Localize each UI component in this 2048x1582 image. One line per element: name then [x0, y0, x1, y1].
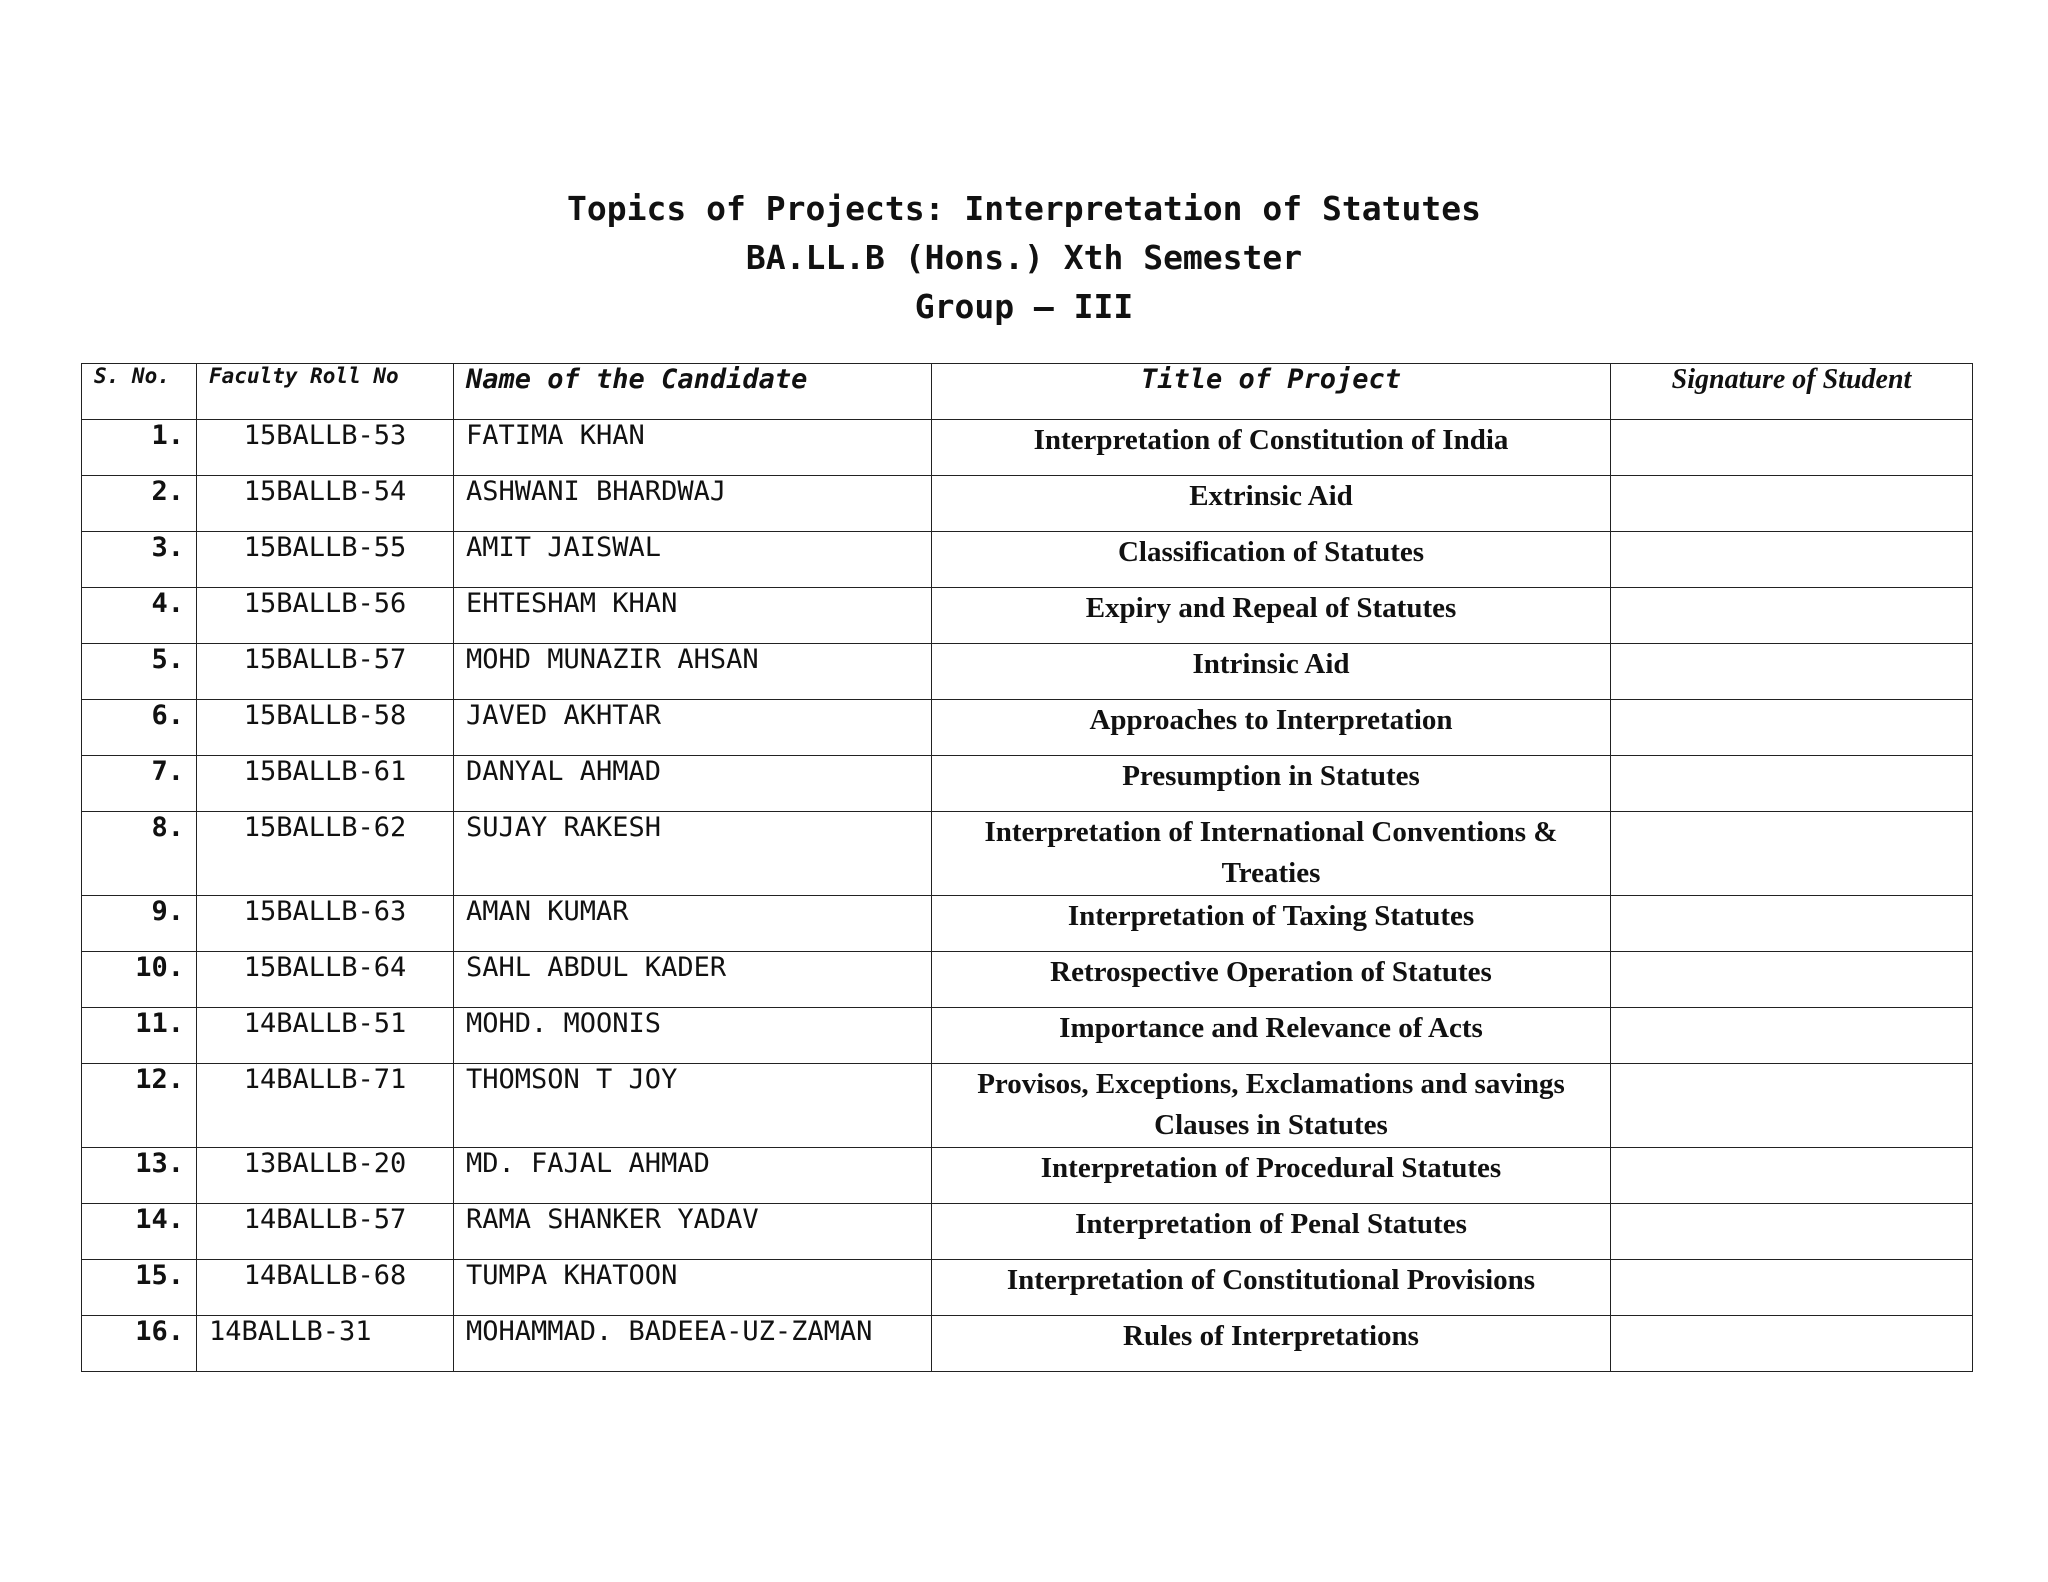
signature-cell[interactable] [1611, 644, 1973, 700]
column-header-roll: Faculty Roll No [197, 364, 454, 420]
serial-number: 4. [82, 588, 197, 644]
signature-cell[interactable] [1611, 700, 1973, 756]
candidate-name: MOHD MUNAZIR AHSAN [454, 644, 932, 700]
column-header-name: Name of the Candidate [454, 364, 932, 420]
signature-cell[interactable] [1611, 756, 1973, 812]
serial-number: 5. [82, 644, 197, 700]
serial-number: 9. [82, 896, 197, 952]
project-title: Rules of Interpretations [932, 1316, 1611, 1372]
faculty-roll-number: 15BALLB-55 [197, 532, 454, 588]
serial-number: 12. [82, 1064, 197, 1148]
candidate-name: MOHD. MOONIS [454, 1008, 932, 1064]
candidate-name: ASHWANI BHARDWAJ [454, 476, 932, 532]
serial-number: 16. [82, 1316, 197, 1372]
table-row [82, 532, 1973, 588]
serial-number: 15. [82, 1260, 197, 1316]
project-title: Extrinsic Aid [932, 476, 1611, 532]
signature-cell[interactable] [1611, 1064, 1973, 1148]
faculty-roll-number: 15BALLB-58 [197, 700, 454, 756]
serial-number: 2. [82, 476, 197, 532]
serial-number: 8. [82, 812, 197, 896]
table-row [82, 588, 1973, 644]
project-title: Provisos, Exceptions, Exclamations and savings Clauses in Statutes [932, 1064, 1611, 1148]
column-header-signature: Signature of Student [1611, 364, 1973, 420]
column-header-title: Title of Project [932, 364, 1611, 420]
serial-number: 14. [82, 1204, 197, 1260]
table-body [82, 420, 1973, 1372]
serial-number: 6. [82, 700, 197, 756]
signature-cell[interactable] [1611, 812, 1973, 896]
candidate-name: SUJAY RAKESH [454, 812, 932, 896]
project-title: Retrospective Operation of Statutes [932, 952, 1611, 1008]
project-title: Interpretation of Penal Statutes [932, 1204, 1611, 1260]
candidate-name: TUMPA KHATOON [454, 1260, 932, 1316]
candidate-name: MOHAMMAD. BADEEA-UZ-ZAMAN [454, 1316, 932, 1372]
project-title: Importance and Relevance of Acts [932, 1008, 1611, 1064]
signature-cell[interactable] [1611, 1148, 1973, 1204]
candidate-name: EHTESHAM KHAN [454, 588, 932, 644]
table-row [82, 420, 1973, 476]
faculty-roll-number: 15BALLB-56 [197, 588, 454, 644]
candidate-name: RAMA SHANKER YADAV [454, 1204, 932, 1260]
faculty-roll-number: 14BALLB-71 [197, 1064, 454, 1148]
project-title: Presumption in Statutes [932, 756, 1611, 812]
candidate-name: MD. FAJAL AHMAD [454, 1148, 932, 1204]
signature-cell[interactable] [1611, 1008, 1973, 1064]
signature-cell[interactable] [1611, 476, 1973, 532]
project-title: Interpretation of Taxing Statutes [932, 896, 1611, 952]
project-title: Interpretation of Procedural Statutes [932, 1148, 1611, 1204]
candidate-name: FATIMA KHAN [454, 420, 932, 476]
signature-cell[interactable] [1611, 952, 1973, 1008]
signature-cell[interactable] [1611, 1260, 1973, 1316]
faculty-roll-number: 13BALLB-20 [197, 1148, 454, 1204]
serial-number: 7. [82, 756, 197, 812]
project-title: Interpretation of Constitutional Provisions [932, 1260, 1611, 1316]
table-row [82, 700, 1973, 756]
signature-cell[interactable] [1611, 896, 1973, 952]
table-row [82, 812, 1973, 896]
signature-cell[interactable] [1611, 588, 1973, 644]
projects-table [81, 363, 1973, 1372]
course-subtitle: BA.LL.B (Hons.) Xth Semester [745, 238, 1303, 277]
faculty-roll-number: 15BALLB-63 [197, 896, 454, 952]
signature-cell[interactable] [1611, 1316, 1973, 1372]
faculty-roll-number: 15BALLB-54 [197, 476, 454, 532]
project-title: Interpretation of International Conventions & Treaties [932, 812, 1611, 896]
group-subtitle: Group – III [914, 287, 1134, 326]
candidate-name: AMAN KUMAR [454, 896, 932, 952]
table-header [82, 364, 1973, 420]
table-row [82, 896, 1973, 952]
signature-cell[interactable] [1611, 420, 1973, 476]
serial-number: 11. [82, 1008, 197, 1064]
signature-cell[interactable] [1611, 1204, 1973, 1260]
candidate-name: SAHL ABDUL KADER [454, 952, 932, 1008]
faculty-roll-number: 14BALLB-31 [197, 1316, 454, 1372]
table-row [82, 756, 1973, 812]
table-row [82, 1008, 1973, 1064]
table-row [82, 476, 1973, 532]
serial-number: 1. [82, 420, 197, 476]
faculty-roll-number: 15BALLB-53 [197, 420, 454, 476]
faculty-roll-number: 15BALLB-62 [197, 812, 454, 896]
table-row [82, 1260, 1973, 1316]
project-title: Classification of Statutes [932, 532, 1611, 588]
project-title: Interpretation of Constitution of India [932, 420, 1611, 476]
table-row [82, 1064, 1973, 1148]
project-title: Approaches to Interpretation [932, 700, 1611, 756]
faculty-roll-number: 14BALLB-68 [197, 1260, 454, 1316]
document-title: Topics of Projects: Interpretation of Statutes [567, 189, 1481, 228]
header-row [82, 364, 1973, 420]
table-row [82, 1148, 1973, 1204]
candidate-name: AMIT JAISWAL [454, 532, 932, 588]
column-header-sno: S. No. [82, 364, 197, 420]
signature-cell[interactable] [1611, 532, 1973, 588]
table-row [82, 1204, 1973, 1260]
faculty-roll-number: 14BALLB-57 [197, 1204, 454, 1260]
serial-number: 13. [82, 1148, 197, 1204]
candidate-name: THOMSON T JOY [454, 1064, 932, 1148]
faculty-roll-number: 14BALLB-51 [197, 1008, 454, 1064]
project-title: Expiry and Repeal of Statutes [932, 588, 1611, 644]
table-row [82, 644, 1973, 700]
table-row [82, 952, 1973, 1008]
faculty-roll-number: 15BALLB-64 [197, 952, 454, 1008]
table-row [82, 1316, 1973, 1372]
project-title: Intrinsic Aid [932, 644, 1611, 700]
candidate-name: JAVED AKHTAR [454, 700, 932, 756]
serial-number: 10. [82, 952, 197, 1008]
candidate-name: DANYAL AHMAD [454, 756, 932, 812]
serial-number: 3. [82, 532, 197, 588]
faculty-roll-number: 15BALLB-61 [197, 756, 454, 812]
faculty-roll-number: 15BALLB-57 [197, 644, 454, 700]
